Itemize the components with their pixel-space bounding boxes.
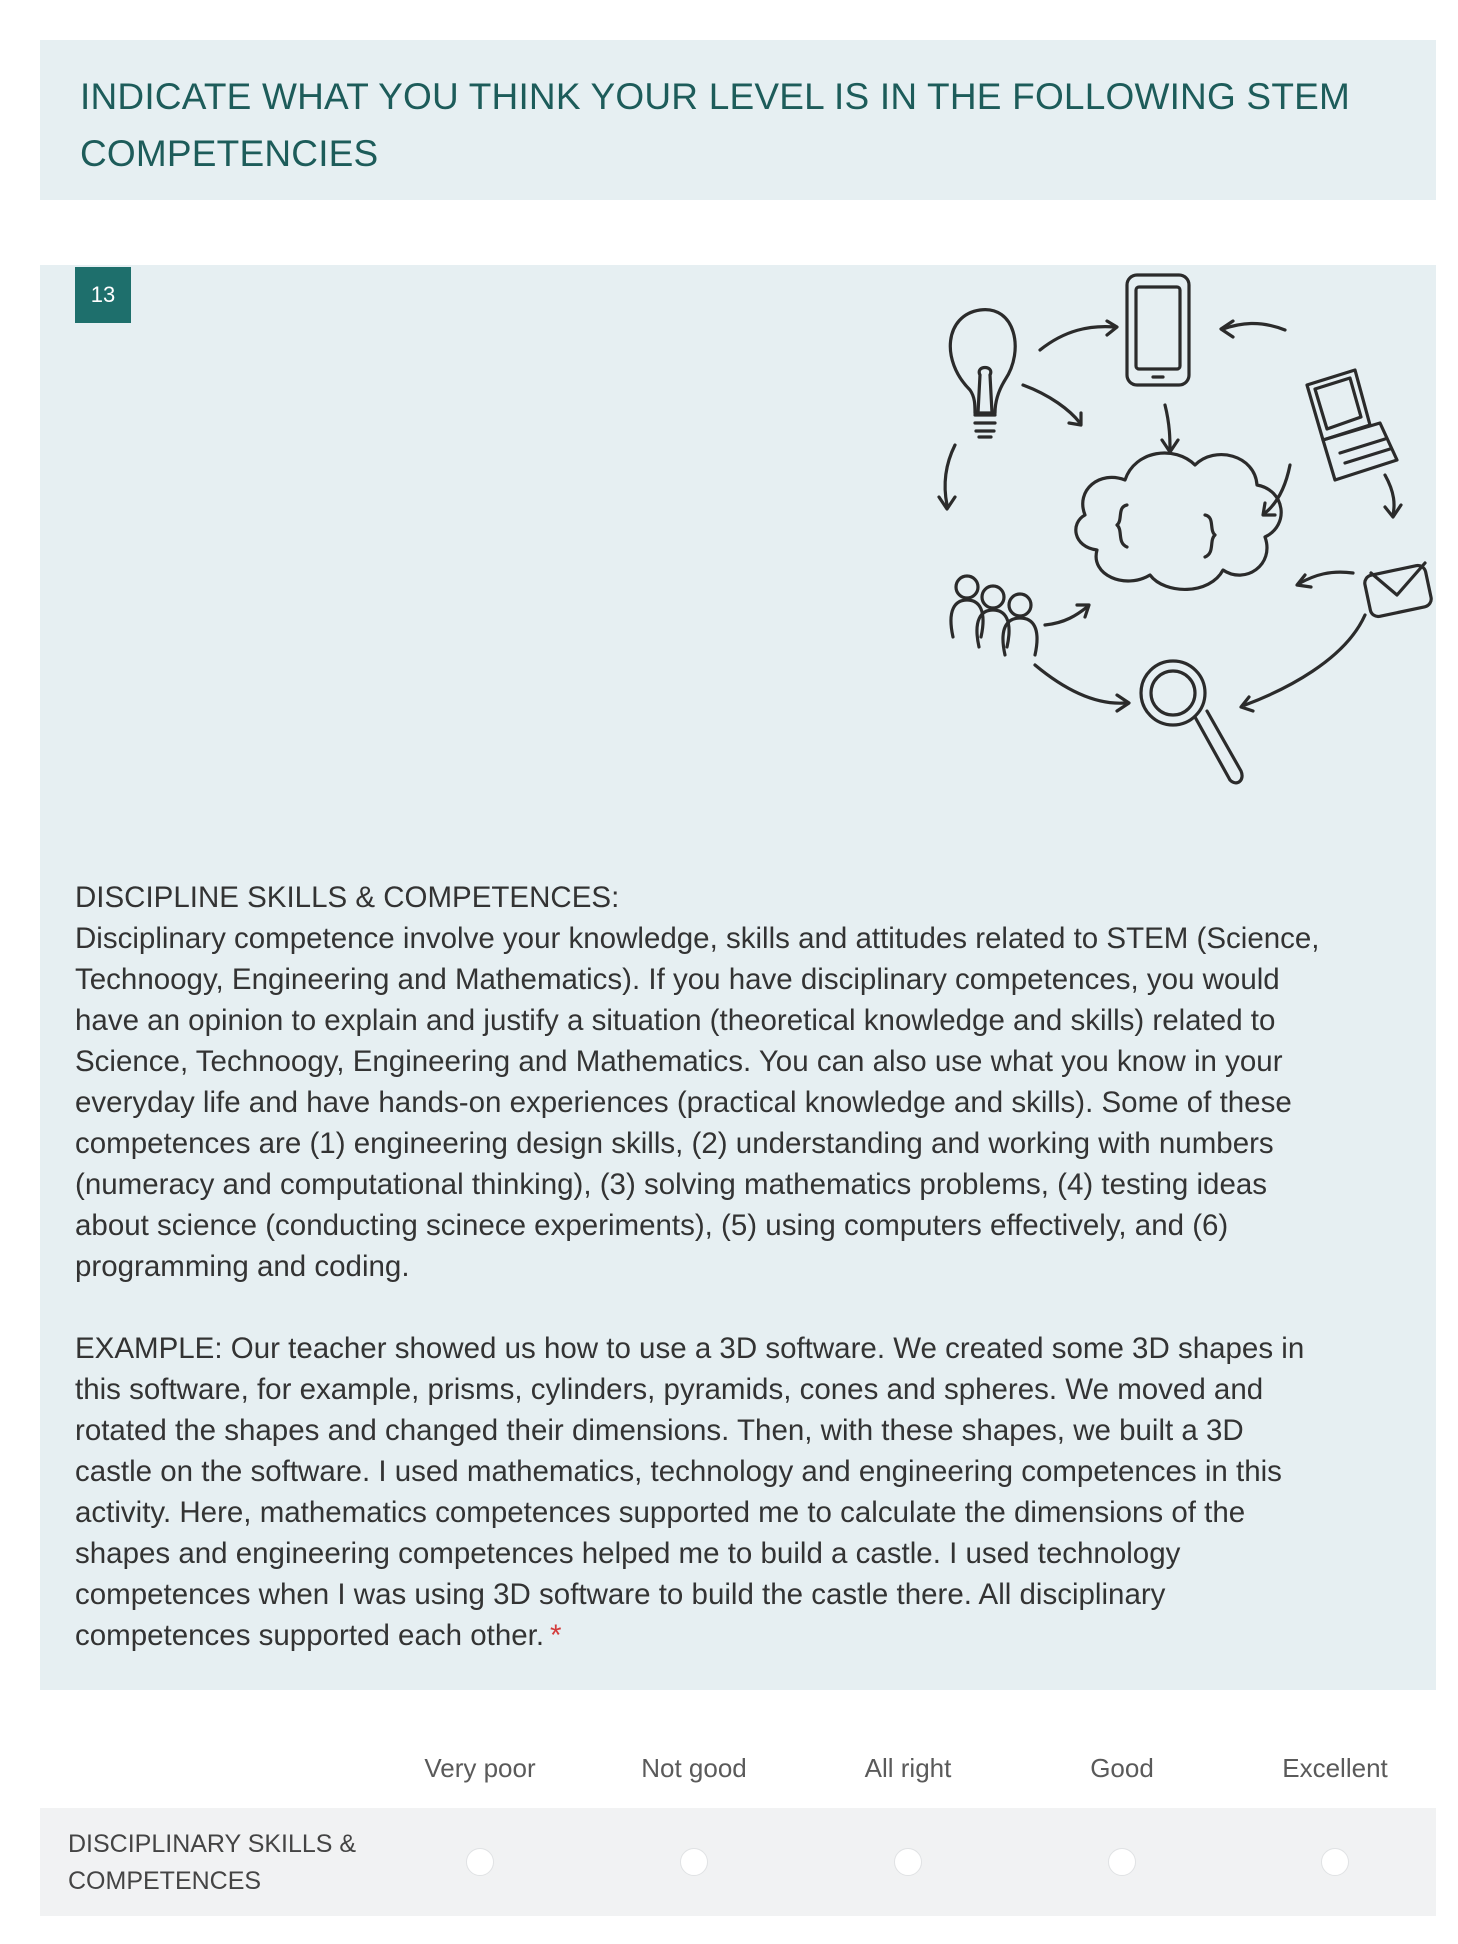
required-marker: * — [550, 1619, 562, 1652]
laptop-icon — [1307, 370, 1397, 480]
radio-not-good[interactable] — [680, 1848, 708, 1876]
question-body-line: programming and coding. — [75, 1250, 410, 1283]
likert-row-label — [68, 1826, 368, 1900]
example-line-last — [75, 1615, 1415, 1656]
example-line: this software, for example, prisms, cylinders, pyramids, cones and spheres. We moved and — [75, 1373, 1264, 1406]
people-icon — [951, 576, 1037, 655]
magnifier-icon — [1141, 661, 1242, 783]
radio-all-right[interactable] — [894, 1848, 922, 1876]
section-header — [40, 40, 1436, 200]
example-line: rotated the shapes and changed their dimensions. Then, with these shapes, we built a 3D — [75, 1414, 1244, 1447]
scale-label-excellent: Excellent — [1282, 1753, 1388, 1783]
example-line: activity. Here, mathematics competences supported me to calculate the dimensions of the — [75, 1496, 1246, 1529]
likert-row — [40, 1808, 1436, 1916]
question-body-line: competences are (1) engineering design skills, (2) understanding and working with numbers — [75, 1127, 1274, 1160]
question-body-line: (numeracy and computational thinking), (3) solving mathematics problems, (4) testing ideas — [75, 1168, 1268, 1201]
question-body-line: about science (conducting scinece experiments), (5) using computers effectively, and (6) — [75, 1209, 1229, 1242]
likert-row-label-line-2: COMPETENCES — [68, 1867, 262, 1895]
envelope-icon — [1363, 563, 1432, 618]
question-card — [40, 265, 1436, 1690]
question-body-line: Science, Technoogy, Engineering and Mathematics. You can also use what you know in your — [75, 1045, 1283, 1078]
example-line: shapes and engineering competences helped me to build a castle. I used technology — [75, 1537, 1181, 1570]
section-title — [80, 68, 1396, 182]
question-body-line: everyday life and have hands-on experiences (practical knowledge and skills). Some of these — [75, 1086, 1292, 1119]
question-text — [75, 877, 1415, 1656]
cloud-icon — [1076, 453, 1281, 589]
section-title-line-2: COMPETENCIES — [80, 133, 379, 174]
cycle-arrows — [939, 321, 1401, 711]
question-body-line: Disciplinary competence involve your knowledge, skills and attitudes related to STEM (Science, — [75, 922, 1320, 955]
example-line: castle on the software. I used mathematics, technology and engineering competences in this — [75, 1455, 1282, 1488]
scale-label-not-good: Not good — [641, 1753, 747, 1783]
radio-excellent[interactable] — [1321, 1848, 1349, 1876]
question-body-line: have an opinion to explain and justify a situation (theoretical knowledge and skills) related to — [75, 1004, 1276, 1037]
radio-good[interactable] — [1108, 1848, 1136, 1876]
paragraph-gap — [75, 1287, 1415, 1328]
scale-label-very-poor: Very poor — [424, 1753, 536, 1783]
example-line: competences supported each other. — [75, 1619, 545, 1652]
example-line: competences when I was using 3D software to build the castle there. All disciplinary — [75, 1578, 1166, 1611]
lightbulb-icon — [950, 310, 1015, 437]
question-heading: DISCIPLINE SKILLS & COMPETENCES: — [75, 881, 620, 914]
likert-row-label-line-1: DISCIPLINARY SKILLS & — [68, 1830, 357, 1858]
stem-cycle-sketch-icon — [845, 265, 1435, 810]
question-number-badge: 13 — [75, 267, 131, 323]
rating-scale-header — [40, 1735, 1436, 1805]
phone-icon — [1127, 275, 1189, 385]
radio-very-poor[interactable] — [466, 1848, 494, 1876]
section-title-line-1: INDICATE WHAT YOU THINK YOUR LEVEL IS IN THE FOLLOWING STEM — [80, 76, 1351, 117]
question-body-line: Technoogy, Engineering and Mathematics). If you have disciplinary competences, you would — [75, 963, 1280, 996]
example-line: EXAMPLE: Our teacher showed us how to use a 3D software. We created some 3D shapes in — [75, 1332, 1305, 1365]
scale-label-good: Good — [1090, 1753, 1154, 1783]
scale-label-all-right: All right — [864, 1753, 952, 1783]
